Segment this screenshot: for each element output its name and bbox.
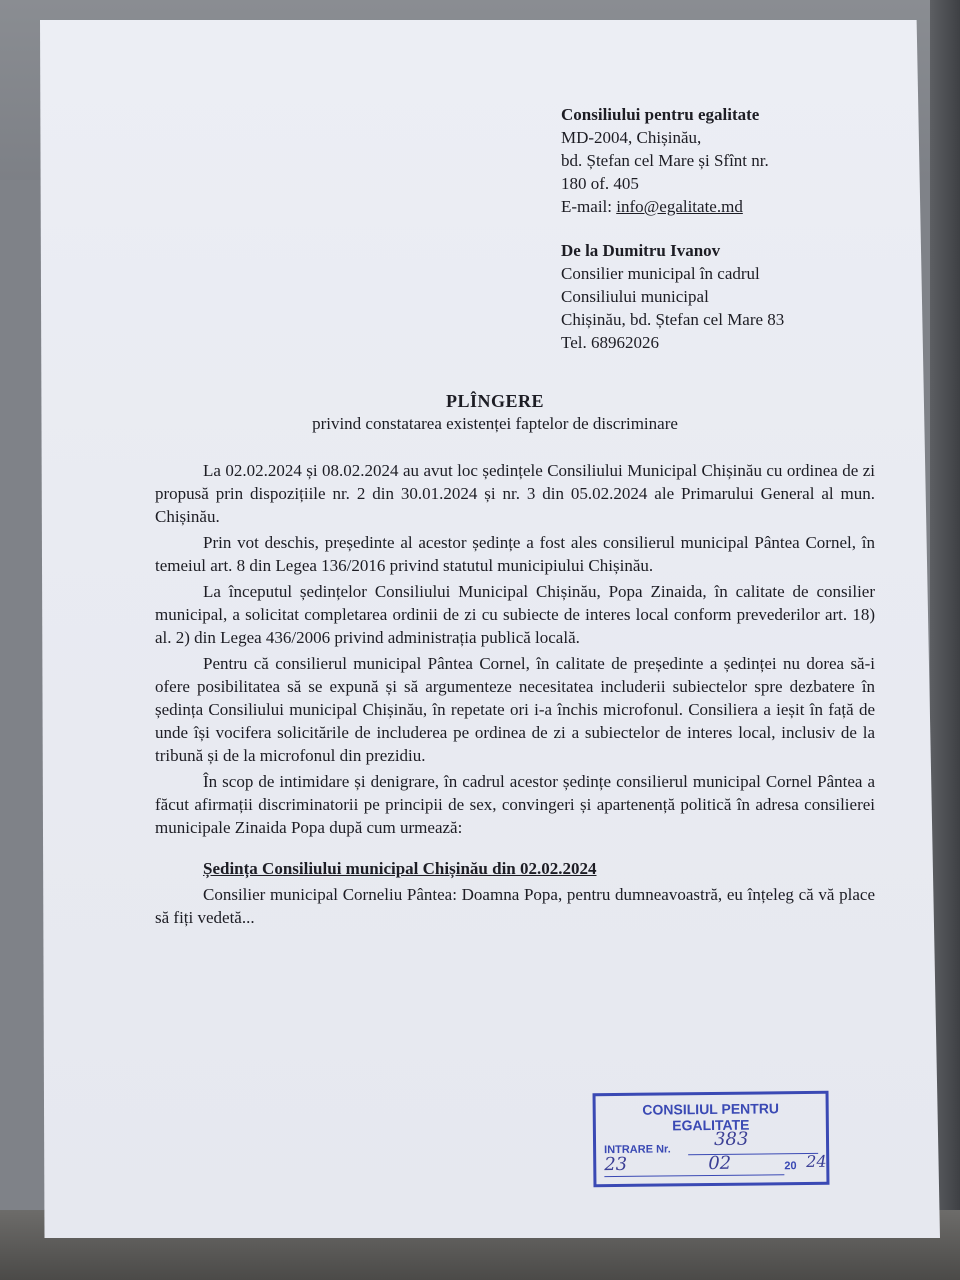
stamp-line-1: CONSILIUL PENTRU [642,1100,780,1118]
recipient-line: 180 of. 405 [561,174,639,193]
sender-name: De la Dumitru Ivanov [561,241,721,260]
recipient-name: Consiliului pentru egalitate [561,105,760,124]
paragraph: Prin vot deschis, președinte al acestor ședințe a fost ales consilierul municipal Pântea Cornel, în temeiul art. 8 din Legea 136/2016 privind statutul municipiului Chișinău. [155,533,875,575]
document-title: PLÎNGERE [445,391,545,411]
email-link[interactable]: info@egalitate.md [616,197,743,216]
paragraph: La 02.02.2024 și 08.02.2024 au avut loc ședințele Consiliului Municipal Chișinău cu ordinea de zi propusă prin dispozițiile nr. 2 din 30.01.2024 și nr. 3 din 05.02.2024 ale Primarului General al mun. Chișinău. [155,461,875,526]
stamp-year-prefix: 20 [784,1160,797,1173]
complaint-body [155,459,875,932]
email-label: E-mail: [561,197,612,216]
recipient-email-line [561,195,769,218]
sender-line: Consilier municipal în cadrul [561,264,760,283]
recipient-line: MD-2004, Chișinău, [561,128,702,147]
stamp-handwritten-year: 24 [806,1151,827,1172]
paragraph: În scop de intimidare și denigrare, în cadrul acestor ședințe consilierul municipal Cornel Pântea a făcut afirmații discriminatorii pe principii de sex, convingeri și apartenență politică în adresa consilierei municipale Zinaida Popa după cum urmează: [155,772,875,837]
stamp-handwritten-month: 02 [708,1152,732,1175]
stamp-line-2: EGALITATE [672,1116,750,1134]
document-subtitle: privind constatarea existenței faptelor de discriminare [312,414,678,433]
stamp-date-line [604,1174,784,1177]
paragraph: Pentru că consilierul municipal Pântea Cornel, în calitate de președinte a ședinței nu dorea să-i ofere posibilitatea să se expună și să argumenteze necesitatea includerii subiectelor spre dezbatere în ședința Consiliului municipal Chișinău, în repetate ori i-a închis microfonul. Consiliera a ieșit în față de unde își vocifera solicitările de includerea pe ordinea de zi a subiectelor de interes local, inclusiv de la tribună și de la microfonul din prezidiu. [155,654,875,765]
quote-paragraph: Consilier municipal Corneliu Pântea: Doamna Popa, pentru dumneavoastră, eu înțeleg că vă place să fiți vedetă... [155,885,875,927]
sender-line: Chișinău, bd. Ștefan cel Mare 83 [561,310,785,329]
sender-line: Consiliului municipal [561,287,709,306]
stamp-handwritten-day: 23 [604,1153,628,1176]
recipient-block [561,103,769,218]
recipient-line: bd. Ștefan cel Mare și Sfînt nr. [561,151,769,170]
sender-phone: Tel. 68962026 [561,333,659,352]
section-heading: Ședința Consiliului municipal Chișinău din 02.02.2024 [203,859,597,878]
stamp-handwritten-number: 383 [713,1128,749,1150]
registration-stamp [593,1091,830,1187]
paragraph: La începutul ședințelor Consiliului Municipal Chișinău, Popa Zinaida, în calitate de consilier municipal, a solicitat completarea ordinii de zi cu subiecte de interes local conform prevederilor art. 18) al. 2) din Legea 436/2006 privind administrația publică locală. [155,582,875,647]
stamp-entry-label: INTRARE Nr. [604,1143,671,1157]
sender-block [561,239,784,354]
